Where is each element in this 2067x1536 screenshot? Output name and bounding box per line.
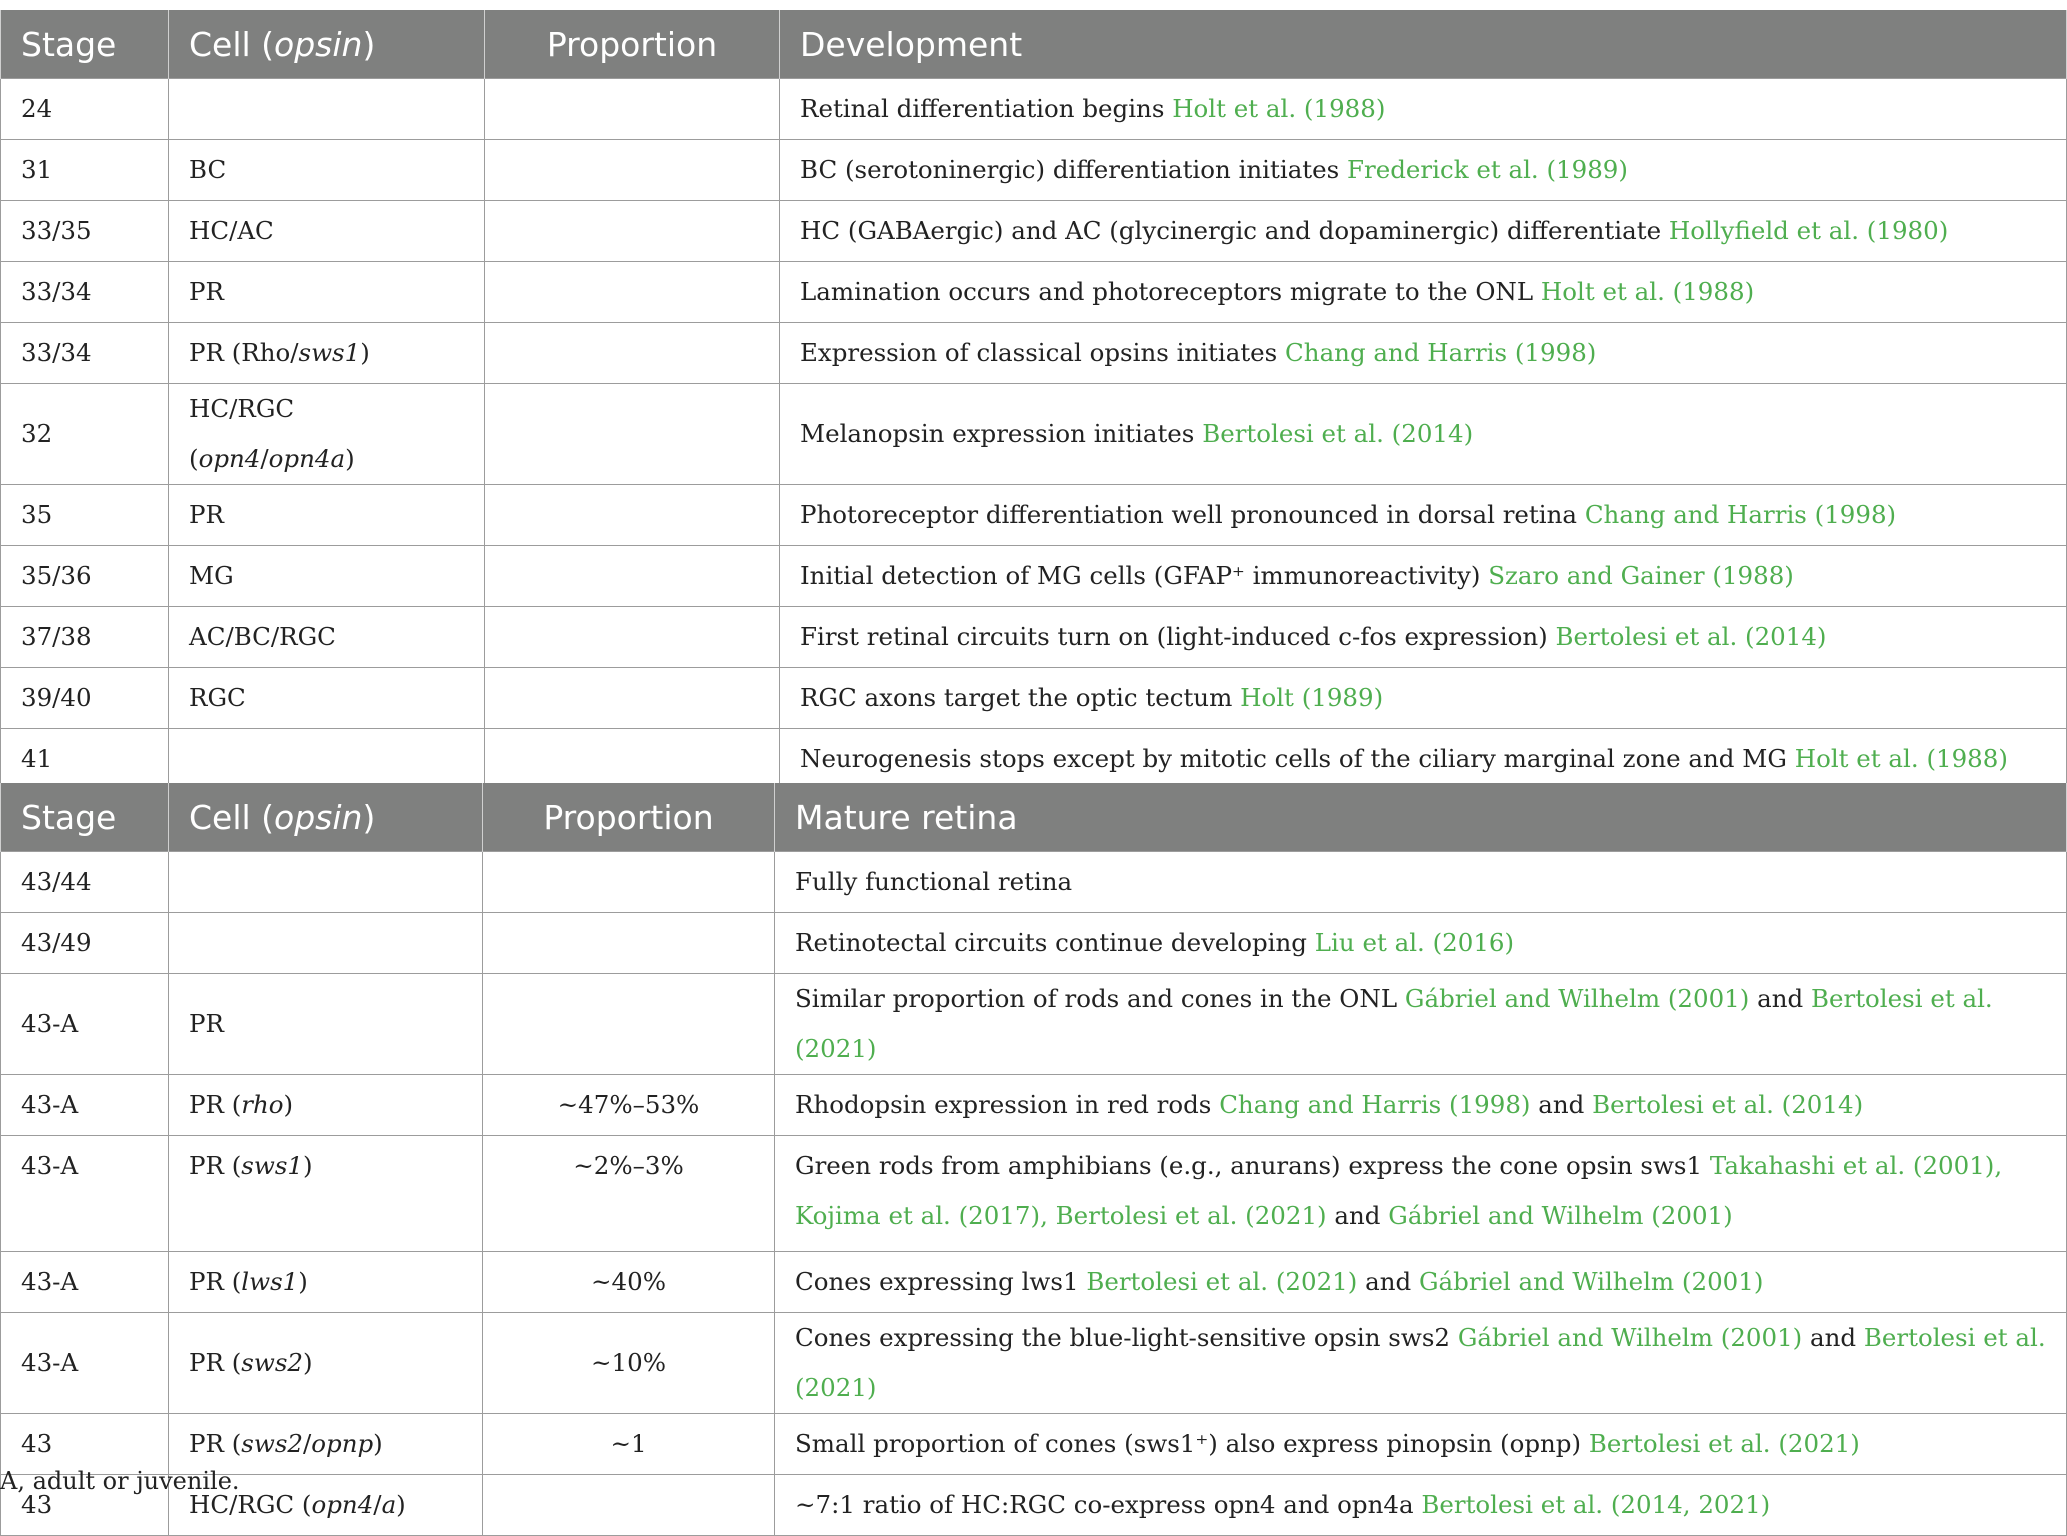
cell-type: HC/RGC (opn4/a) <box>169 1475 483 1536</box>
proportion-cell: ~1 <box>483 1414 775 1475</box>
table-row <box>1 201 2067 262</box>
table-row <box>1 262 2067 323</box>
mature-cell: Cones expressing the blue-light-sensitive opsin sws2 Gábriel and Wilhelm (2001) and Bertolesi et al. (2021) <box>775 1313 2067 1414</box>
reference-link[interactable]: Gábriel and Wilhelm (2001) <box>1457 1323 1803 1352</box>
proportion-cell <box>483 1475 775 1536</box>
stage-cell: 43-A <box>1 974 169 1075</box>
table-row <box>1 729 2067 790</box>
proportion-cell <box>485 140 780 201</box>
reference-link[interactable]: Chang and Harris (1998) <box>1285 338 1597 367</box>
proportion-cell <box>485 485 780 546</box>
table-row <box>1 607 2067 668</box>
proportion-cell <box>485 607 780 668</box>
reference-link[interactable]: Holt (1989) <box>1240 683 1384 712</box>
stage-cell: 43/44 <box>1 852 169 913</box>
table-row <box>1 913 2067 974</box>
reference-link[interactable]: Gábriel and Wilhelm (2001) <box>1418 1267 1764 1296</box>
reference-link[interactable]: Bertolesi et al. (2014, 2021) <box>1421 1490 1771 1519</box>
cell-type: MG <box>169 546 485 607</box>
reference-link[interactable]: Bertolesi et al. (2021) <box>795 1323 2046 1402</box>
proportion-cell <box>483 913 775 974</box>
reference-link[interactable]: Bertolesi et al. (2014) <box>1592 1090 1864 1119</box>
stage-cell: 39/40 <box>1 668 169 729</box>
proportion-cell <box>485 546 780 607</box>
development-cell: Melanopsin expression initiates Bertolesi et al. (2014) <box>780 384 2067 485</box>
table-row <box>1 852 2067 913</box>
stage-cell: 43 <box>1 1414 169 1475</box>
stage-cell: 33/34 <box>1 323 169 384</box>
mature-cell: Rhodopsin expression in red rods Chang and Harris (1998) and Bertolesi et al. (2014) <box>775 1075 2067 1136</box>
cell-type: PR <box>169 974 483 1075</box>
proportion-cell <box>485 201 780 262</box>
table-row <box>1 1475 2067 1536</box>
stage-cell: 35/36 <box>1 546 169 607</box>
reference-link[interactable]: Chang and Harris (1998) <box>1219 1090 1531 1119</box>
cell-type: BC <box>169 140 485 201</box>
reference-link[interactable]: Chang and Harris (1998) <box>1584 500 1897 529</box>
stage-cell: 41 <box>1 729 169 790</box>
reference-link[interactable]: Bertolesi et al. (2014) <box>1555 622 1827 651</box>
reference-link[interactable]: Holt et al. (1988) <box>1540 277 1755 306</box>
stage-cell: 43-A <box>1 1313 169 1414</box>
stage-cell: 24 <box>1 79 169 140</box>
col-stage: Stage <box>1 10 169 79</box>
table-row <box>1 546 2067 607</box>
col-cell: Cell (opsin) <box>169 783 483 852</box>
cell-type <box>169 852 483 913</box>
development-cell: Photoreceptor differentiation well pronounced in dorsal retina Chang and Harris (1998) <box>780 485 2067 546</box>
table-row <box>1 668 2067 729</box>
table-row <box>1 974 2067 1075</box>
development-cell: Lamination occurs and photoreceptors migrate to the ONL Holt et al. (1988) <box>780 262 2067 323</box>
col-development: Development <box>780 10 2067 79</box>
reference-link[interactable]: Holt et al. (1988) <box>1794 744 2008 773</box>
col-cell: Cell (opsin) <box>169 10 485 79</box>
cell-type: PR (sws1) <box>169 1136 483 1252</box>
proportion-cell <box>483 974 775 1075</box>
table-row <box>1 1075 2067 1136</box>
cell-type: HC/RGC (opn4/opn4a) <box>169 384 485 485</box>
table-row <box>1 1313 2067 1414</box>
mature-cell: Green rods from amphibians (e.g., anurans) express the cone opsin sws1 Takahashi et al. (2001), Kojima et al. (2017), Bertolesi et al. (2021) and Gábriel and Wilhelm (2001) <box>775 1136 2067 1252</box>
table-row <box>1 140 2067 201</box>
proportion-cell <box>485 262 780 323</box>
stage-cell: 31 <box>1 140 169 201</box>
cell-type <box>169 729 485 790</box>
reference-link[interactable]: Bertolesi et al. (2021) <box>1086 1267 1358 1296</box>
reference-link[interactable]: Liu et al. (2016) <box>1314 928 1515 957</box>
mature-cell: Retinotectal circuits continue developing Liu et al. (2016) <box>775 913 2067 974</box>
header-row <box>1 783 2067 852</box>
reference-link[interactable]: Bertolesi et al. (2021) <box>795 984 1993 1063</box>
proportion-cell <box>485 384 780 485</box>
proportion-cell <box>483 852 775 913</box>
cell-type: PR (sws2/opnp) <box>169 1414 483 1475</box>
reference-link[interactable]: Szaro and Gainer (1988) <box>1488 561 1794 590</box>
reference-link[interactable]: Hollyfield et al. (1980) <box>1668 216 1949 245</box>
cell-type <box>169 913 483 974</box>
stage-cell: 32 <box>1 384 169 485</box>
reference-link[interactable]: Gábriel and Wilhelm (2001) <box>1404 984 1750 1013</box>
development-cell: Neurogenesis stops except by mitotic cells of the ciliary marginal zone and MG Holt et al. (1988) <box>780 729 2067 790</box>
mature-cell: Similar proportion of rods and cones in the ONL Gábriel and Wilhelm (2001) and Bertolesi et al. (2021) <box>775 974 2067 1075</box>
footnote: A, adult or juvenile. <box>0 1467 240 1495</box>
development-cell: Expression of classical opsins initiates Chang and Harris (1998) <box>780 323 2067 384</box>
stage-cell: 43-A <box>1 1136 169 1252</box>
reference-link[interactable]: Gábriel and Wilhelm (2001) <box>1388 1201 1733 1230</box>
stage-cell: 43 <box>1 1475 169 1536</box>
proportion-cell: ~10% <box>483 1313 775 1414</box>
col-proportion: Proportion <box>485 10 780 79</box>
col-stage: Stage <box>1 783 169 852</box>
cell-type: PR <box>169 262 485 323</box>
proportion-cell <box>485 729 780 790</box>
cell-type: HC/AC <box>169 201 485 262</box>
proportion-cell <box>485 79 780 140</box>
cell-type: PR (lws1) <box>169 1252 483 1313</box>
stage-cell: 43-A <box>1 1075 169 1136</box>
stage-cell: 43/49 <box>1 913 169 974</box>
table-row <box>1 323 2067 384</box>
cell-type: RGC <box>169 668 485 729</box>
cell-type: AC/BC/RGC <box>169 607 485 668</box>
col-mature-retina: Mature retina <box>775 783 2067 852</box>
col-proportion: Proportion <box>483 783 775 852</box>
table-row <box>1 1136 2067 1252</box>
proportion-cell: ~40% <box>483 1252 775 1313</box>
reference-link[interactable]: Frederick et al. (1989) <box>1347 155 1628 184</box>
cell-type <box>169 79 485 140</box>
table-row <box>1 79 2067 140</box>
table-row <box>1 1252 2067 1313</box>
reference-link[interactable]: Bertolesi et al. (2014) <box>1202 419 1474 448</box>
development-cell: BC (serotoninergic) differentiation initiates Frederick et al. (1989) <box>780 140 2067 201</box>
stage-cell: 35 <box>1 485 169 546</box>
proportion-cell <box>485 323 780 384</box>
stage-cell: 37/38 <box>1 607 169 668</box>
development-cell: HC (GABAergic) and AC (glycinergic and dopaminergic) differentiate Hollyfield et al. (1980) <box>780 201 2067 262</box>
proportion-cell: ~47%–53% <box>483 1075 775 1136</box>
table-row <box>1 1414 2067 1475</box>
development-cell: Initial detection of MG cells (GFAP⁺ immunoreactivity) Szaro and Gainer (1988) <box>780 546 2067 607</box>
mature-cell: Cones expressing lws1 Bertolesi et al. (2021) and Gábriel and Wilhelm (2001) <box>775 1252 2067 1313</box>
stage-cell: 33/35 <box>1 201 169 262</box>
mature-cell: ~7:1 ratio of HC:RGC co-express opn4 and opn4a Bertolesi et al. (2014, 2021) <box>775 1475 2067 1536</box>
stage-cell: 33/34 <box>1 262 169 323</box>
stage-cell: 43-A <box>1 1252 169 1313</box>
header-row <box>1 10 2067 79</box>
mature-cell: Small proportion of cones (sws1⁺) also express pinopsin (opnp) Bertolesi et al. (2021) <box>775 1414 2067 1475</box>
proportion-cell: ~2%–3% <box>483 1136 775 1252</box>
mature-cell: Fully functional retina <box>775 852 2067 913</box>
cell-type: PR (Rho/sws1) <box>169 323 485 384</box>
development-cell: RGC axons target the optic tectum Holt (1989) <box>780 668 2067 729</box>
development-cell: Retinal differentiation begins Holt et al. (1988) <box>780 79 2067 140</box>
table-row <box>1 485 2067 546</box>
mature-retina-table <box>0 783 2067 1536</box>
table-row <box>1 384 2067 485</box>
development-table <box>0 10 2067 790</box>
proportion-cell <box>485 668 780 729</box>
reference-link[interactable]: Bertolesi et al. (2021) <box>1588 1429 1860 1458</box>
cell-type: PR (rho) <box>169 1075 483 1136</box>
cell-type: PR (sws2) <box>169 1313 483 1414</box>
cell-type: PR <box>169 485 485 546</box>
reference-link[interactable]: Holt et al. (1988) <box>1172 94 1386 123</box>
development-cell: First retinal circuits turn on (light-induced c-fos expression) Bertolesi et al. (2014) <box>780 607 2067 668</box>
reference-link[interactable]: Takahashi et al. (2001), Kojima et al. (2017), Bertolesi et al. (2021) <box>795 1151 2003 1230</box>
